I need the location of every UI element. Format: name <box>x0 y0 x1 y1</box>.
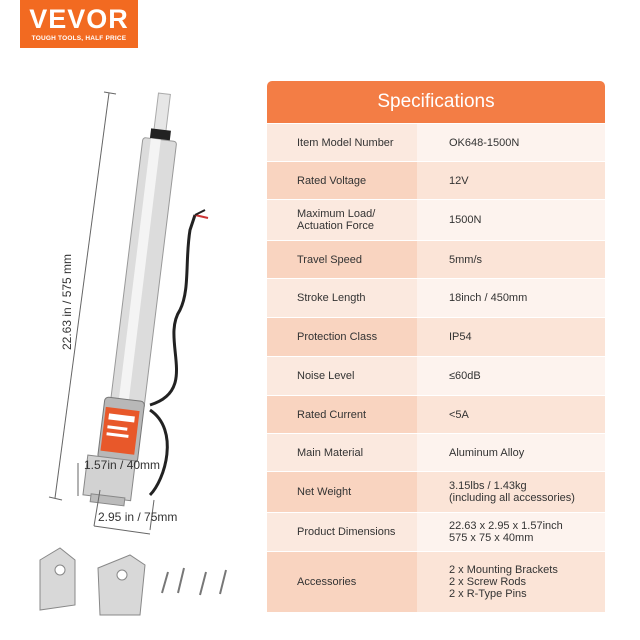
logo-brand: VEVOR <box>29 4 129 34</box>
spec-row <box>267 199 605 240</box>
logo-tagline: TOUGH TOOLS, HALF PRICE <box>31 35 127 42</box>
mounting-bracket-icon <box>40 548 145 615</box>
spec-value: 5mm/s <box>417 241 605 278</box>
specifications-title: Specifications <box>267 81 605 123</box>
spec-row <box>267 471 605 512</box>
spec-value: 1500N <box>417 200 605 240</box>
spec-label: Product Dimensions <box>297 526 396 538</box>
r-pin-icon <box>162 568 226 595</box>
spec-label: Rated Voltage <box>297 174 367 187</box>
spec-row <box>267 356 605 395</box>
spec-label: Main Material <box>297 446 364 459</box>
spec-row <box>267 240 605 278</box>
vevor-logo <box>20 0 138 48</box>
spec-value: OK648-1500N <box>417 124 605 161</box>
spec-label: Noise Level <box>297 370 355 382</box>
height-dimension: 1.57in / 40mm <box>84 458 161 472</box>
spec-value: Aluminum Alloy <box>417 434 605 471</box>
spec-label: Net Weight <box>297 486 352 498</box>
spec-label: Protection Class <box>297 331 378 343</box>
spec-value: 18inch / 450mm <box>417 279 605 317</box>
length-dimension: 22.63 in / 575 mm <box>60 253 74 350</box>
spec-row <box>267 123 605 161</box>
spec-value: <5A <box>417 396 605 433</box>
spec-label: Stroke Length <box>297 292 366 304</box>
spec-row <box>267 161 605 199</box>
spec-value: 22.63 x 2.95 x 1.57inch 575 x 75 x 40mm <box>417 513 605 551</box>
linear-actuator-icon <box>0 60 270 640</box>
spec-row <box>267 551 605 612</box>
spec-label: Maximum Load/ Actuation Force <box>297 208 376 232</box>
spec-row <box>267 395 605 433</box>
width-dimension: 2.95 in / 75mm <box>98 510 178 524</box>
spec-label: Travel Speed <box>297 253 363 266</box>
spec-label: Rated Current <box>297 408 367 421</box>
spec-value: ≤60dB <box>417 357 605 395</box>
spec-row <box>267 512 605 551</box>
spec-row <box>267 278 605 317</box>
spec-row <box>267 317 605 356</box>
product-illustration <box>0 60 270 640</box>
spec-row <box>267 433 605 471</box>
spec-label: Accessories <box>297 576 357 588</box>
spec-value: 12V <box>417 162 605 199</box>
spec-value: 2 x Mounting Brackets 2 x Screw Rods 2 x R-Type Pins <box>417 552 605 612</box>
specifications-table <box>267 81 605 612</box>
spec-value: 3.15lbs / 1.43kg (including all accessories) <box>417 472 605 512</box>
spec-value: IP54 <box>417 318 605 356</box>
spec-label: Item Model Number <box>297 136 394 149</box>
